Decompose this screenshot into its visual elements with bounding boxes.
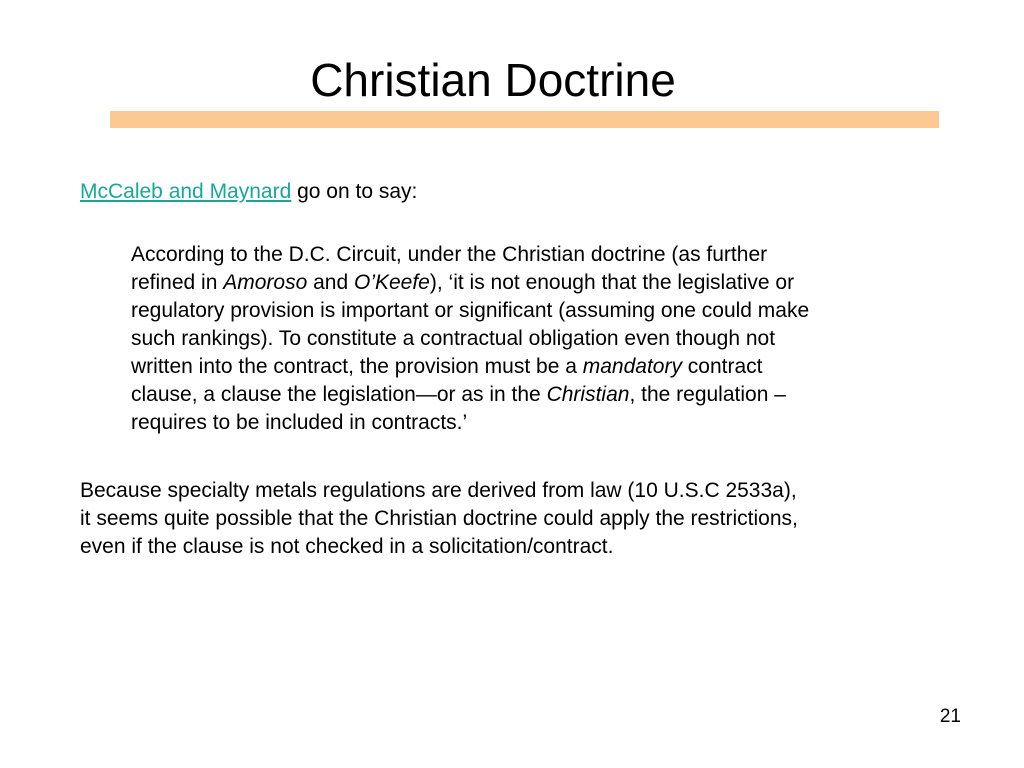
quote-line [131, 381, 971, 409]
quote-text: and [307, 271, 354, 294]
quote-line: According to the D.C. Circuit, under the Christian doctrine (as further [131, 243, 768, 266]
slide-title: Christian Doctrine [310, 54, 676, 106]
quote-line [131, 269, 971, 297]
block-quote [131, 241, 971, 437]
quote-italic-amoroso: Amoroso [223, 271, 308, 294]
title-underline-bar [110, 111, 939, 128]
closing-line: it seems quite possible that the Christian doctrine could apply the restrictions, [80, 507, 798, 530]
quote-italic-christian: Christian [546, 383, 630, 406]
quote-line: requires to be included in contracts.’ [131, 411, 468, 434]
quote-line: such rankings). To constitute a contractual obligation even though not [131, 327, 776, 350]
quote-text: refined in [131, 271, 224, 294]
quote-text: ), ‘it is not enough that the legislative or [429, 271, 795, 294]
quote-line: regulatory provision is important or significant (assuming one could make [131, 299, 810, 322]
quote-text: written into the contract, the provision must be a [131, 355, 583, 378]
intro-paragraph [80, 178, 960, 206]
quote-text: contract [681, 355, 763, 378]
intro-text: go on to say: [291, 180, 418, 203]
closing-line: Because specialty metals regulations are derived from law (10 U.S.C 2533a), [80, 479, 797, 502]
quote-text: , the regulation – [629, 383, 786, 406]
quote-text: clause, a clause the legislation—or as in the [131, 383, 547, 406]
closing-line: even if the clause is not checked in a solicitation/contract. [80, 535, 614, 558]
quote-italic-mandatory: mandatory [582, 355, 682, 378]
slide-number: 21 [939, 706, 961, 727]
closing-paragraph [80, 477, 980, 561]
quote-line [131, 353, 971, 381]
mccaleb-maynard-link[interactable]: McCaleb and Maynard [80, 180, 292, 203]
quote-italic-okeefe: O’Keefe [353, 271, 430, 294]
